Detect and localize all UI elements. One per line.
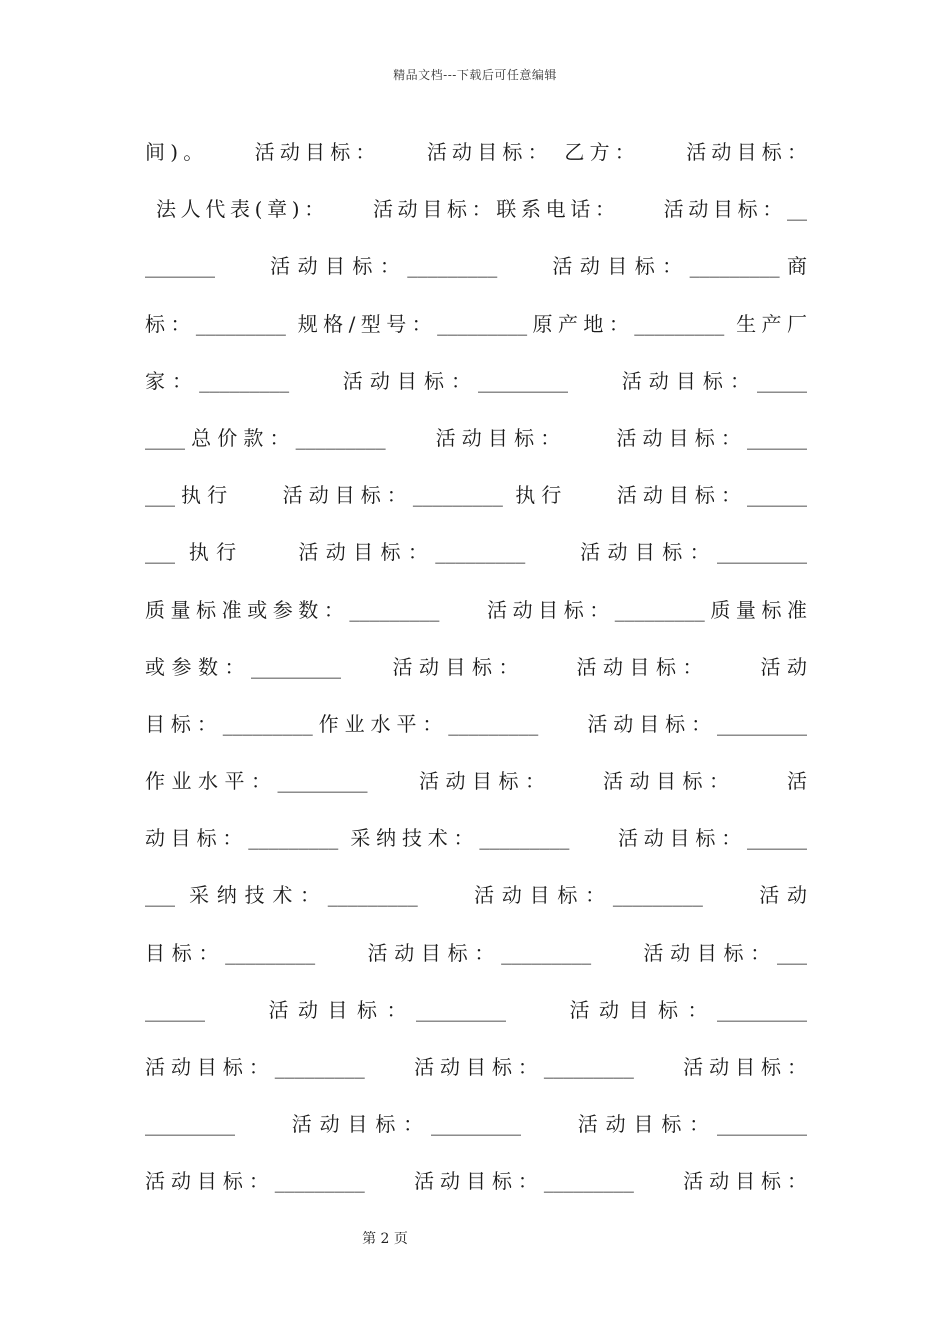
body-line: 家：_________ 活动目标：_________ 活动目标：_____ xyxy=(145,368,807,393)
body-line: 或参数：_________ 活动目标： 活动目标： 活动 xyxy=(145,654,807,679)
body-line: _________ 活动目标：_________ 活动目标：_________ xyxy=(145,1112,807,1137)
page-number: 第 2 页 xyxy=(362,1231,408,1247)
document-body xyxy=(145,134,807,1221)
body-line: 作业水平：_________ 活动目标： 活动目标： 活 xyxy=(145,769,807,794)
body-line: 标：_________ 规格/型号：_________原产地：_________ 生产厂 xyxy=(145,311,807,336)
body-line: 动目标：_________ 采纳技术：_________ 活动目标：______ xyxy=(145,826,807,851)
body-line: 法人代表(章)： 活动目标：联系电话： 活动目标：__ xyxy=(145,197,807,222)
body-line: 活动目标：_________ 活动目标：_________ 活动目标： xyxy=(145,1055,807,1079)
body-line: ____总价款：_________ 活动目标： 活动目标：______ xyxy=(145,425,807,450)
page-header: 精品文档---下载后可任意编辑 xyxy=(393,68,557,82)
body-line: ___ 采纳技术：_________ 活动目标：_________ 活动 xyxy=(145,883,807,908)
body-line: ___ 执行 活动目标：_________ 活动目标：_________ xyxy=(145,540,807,565)
body-line: _______ 活动目标：_________ 活动目标：_________商 xyxy=(145,254,807,279)
body-line: 活动目标：_________ 活动目标：_________ 活动目标： xyxy=(145,1169,807,1194)
body-line: 目标：_________ 活动目标：_________ 活动目标：___ xyxy=(145,940,807,965)
body-line: ______ 活动目标：_________ 活动目标：_________ xyxy=(145,997,807,1022)
body-line: 质量标准或参数：_________ 活动目标：_________质量标准 xyxy=(145,597,807,622)
body-line: 目标：_________作业水平：_________ 活动目标：_________ xyxy=(145,711,807,736)
body-line: ___执行 活动目标：_________ 执行 活动目标：______ xyxy=(145,483,807,508)
body-line: 间)。 活动目标： 活动目标： 乙方： 活动目标： xyxy=(145,140,807,164)
